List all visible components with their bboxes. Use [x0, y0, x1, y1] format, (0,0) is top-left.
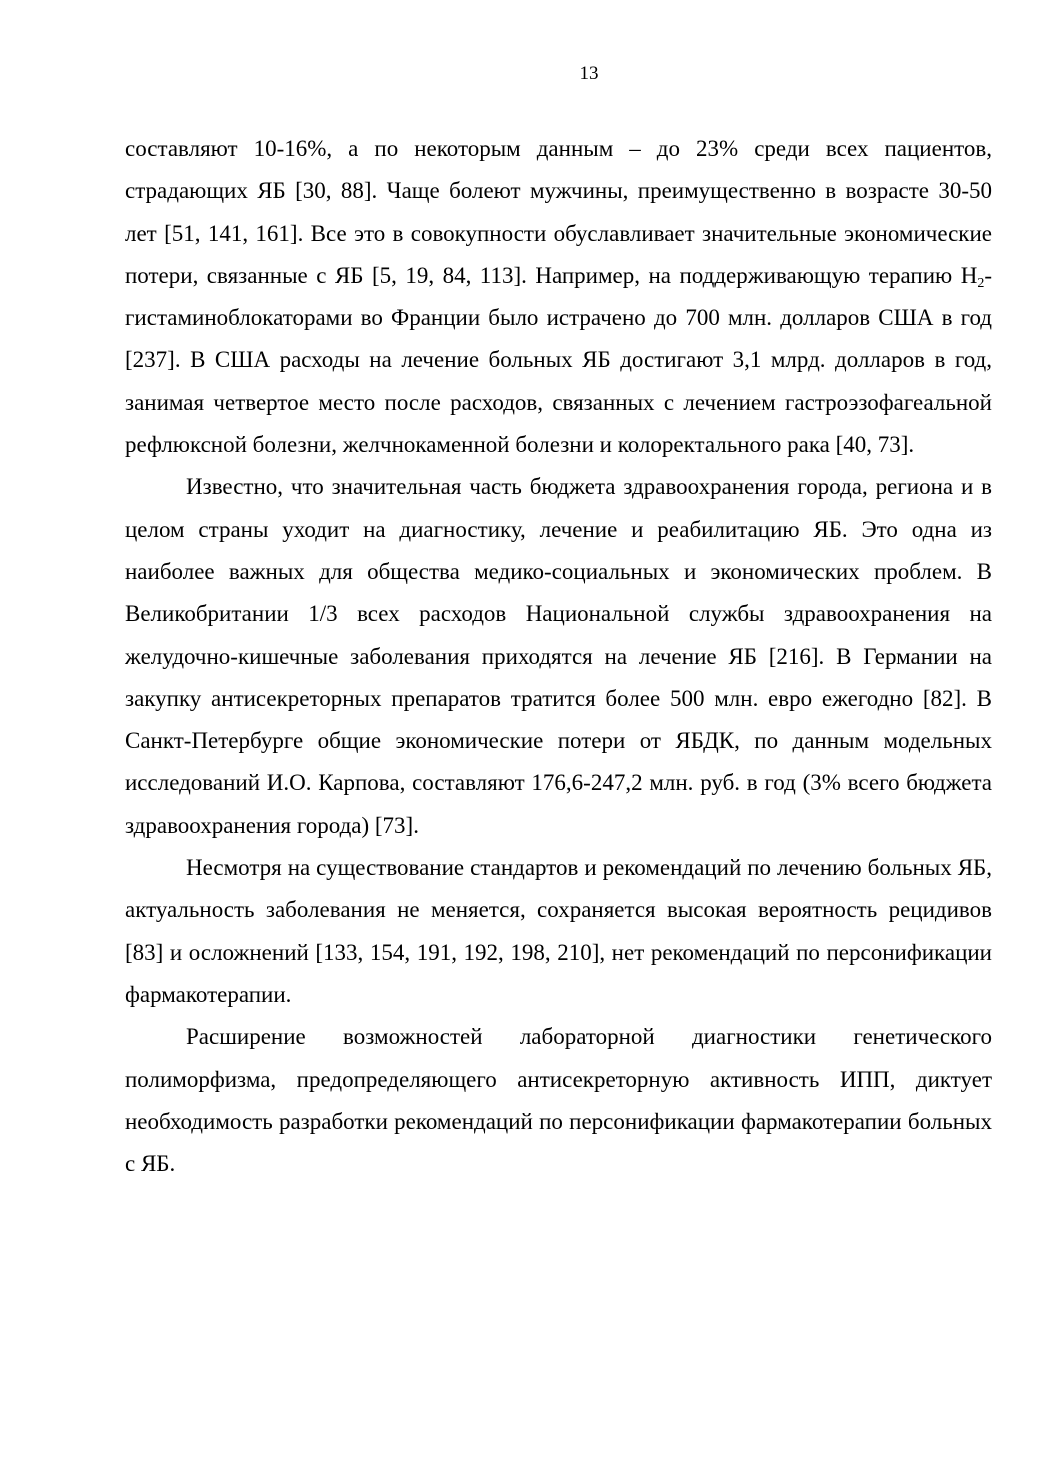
page-number: 13 [579, 63, 599, 84]
paragraph-2: Известно, что значительная часть бюджета здравоохранения города, региона и в целом страны уходит на диагностику, лечение и реабилитацию ЯБ. Это одна из наиболее важных для общества медико-социальных и экономических проблем. В Великобритании 1/3 всех расходов Национальной службы здравоохранения на желудочно-кишечные заболевания приходятся на лечение ЯБ [216]. В Германии на закупку антисекреторных препаратов тратится более 500 млн. евро ежегодно [82]. В Санкт-Петербурге общие экономические потери от ЯБДК, по данным модельных исследований И.О. Карпова, составляют 176,6-247,2 млн. руб. в год (3% всего бюджета здравоохранения города) [73]. [125, 474, 992, 838]
paragraph-3: Несмотря на существование стандартов и рекомендаций по лечению больных ЯБ, актуальность заболевания не меняется, сохраняется высокая вероятность рецидивов [83] и осложнений [133, 154, 191, 192, 198, 210], нет рекомендаций по персонификации фармакотерапии. [125, 855, 992, 1007]
subscript-2: 2 [977, 275, 985, 291]
paragraph-1 [125, 128, 992, 466]
document-body [125, 128, 992, 1185]
paragraph-4: Расширение возможностей лабораторной диагностики генетического полиморфизма, предопределяющего антисекреторную активность ИПП, диктует необходимость разработки рекомендаций по персонификации фармакотерапии больных с ЯБ. [125, 1024, 992, 1177]
paragraph-1-text-end: -гистаминоблокаторами во Франции было истрачено до 700 млн. долларов США в год [237]. В США расходы на лечение больных ЯБ достигают 3,1 млрд. долларов в год, занимая четвертое место после расходов, связанных с лечением гастроэзофагеальной рефлюксной болезни, желчнокаменной болезни и колоректального рака [40, 73]. [125, 262, 992, 458]
paragraph-1-text-start: составляют 10-16%, а по некоторым данным – до 23% среди всех пациентов, страдающих ЯБ [30, 88]. Чаще болеют мужчины, преимущественно в возрасте 30-50 лет [51, 141, 161]. Все это в совокупности обуславливает значительные экономические потери, связанные с ЯБ [5, 19, 84, 113]. Например, на поддерживающую терапию H [125, 136, 992, 288]
